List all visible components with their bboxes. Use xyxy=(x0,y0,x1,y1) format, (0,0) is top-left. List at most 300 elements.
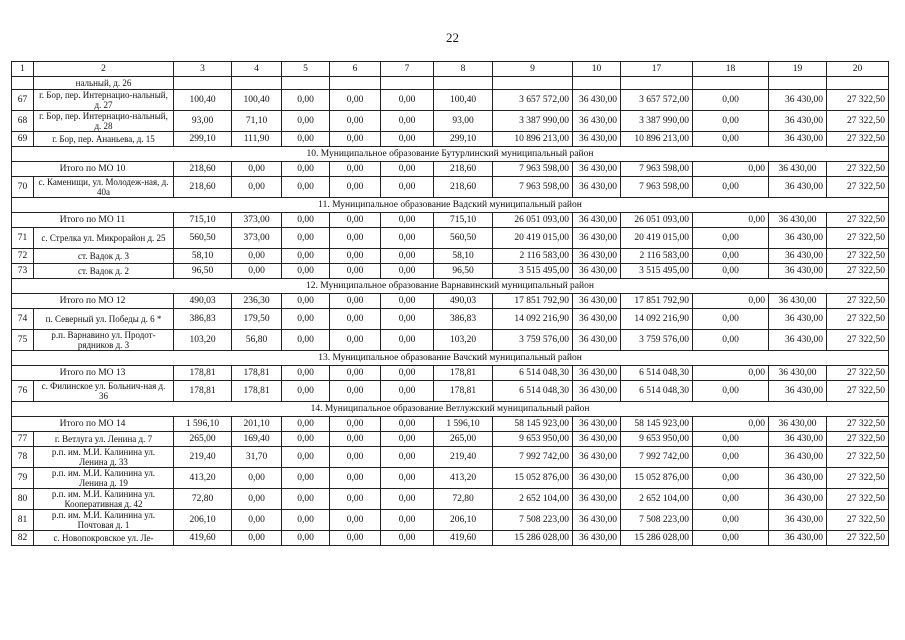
table-cell: 0,00 xyxy=(693,330,769,351)
table-cell: 169,40 xyxy=(232,432,282,447)
table-cell: 0,00 xyxy=(330,510,381,531)
table-cell: 179,50 xyxy=(232,309,282,330)
table-row xyxy=(12,432,889,447)
table-cell: 7 992 742,00 xyxy=(621,447,693,468)
table-cell: 36 430,00 xyxy=(769,90,827,111)
table-cell: 0,00 xyxy=(330,531,381,546)
address-cell: р.п. им. М.И. Калинина ул. Ленина д. 19 xyxy=(34,468,174,489)
table-row xyxy=(12,531,889,546)
column-header: 2 xyxy=(34,62,174,77)
table-row xyxy=(12,77,889,90)
table-cell: 36 430,00 xyxy=(573,381,621,402)
table-cell: 0,00 xyxy=(693,366,769,381)
table-cell: 218,60 xyxy=(174,162,232,177)
table-cell: 100,40 xyxy=(174,90,232,111)
address-cell: г. Бор, пер. Ананьева, д. 15 xyxy=(34,132,174,147)
table-cell: 0,00 xyxy=(232,489,282,510)
table-body xyxy=(12,62,889,546)
table-cell: 0,00 xyxy=(330,249,381,264)
table-cell: 0,00 xyxy=(693,111,769,132)
table-row xyxy=(12,381,889,402)
table-cell: 0,00 xyxy=(282,531,330,546)
table-cell: 0,00 xyxy=(330,309,381,330)
table-cell: 0,00 xyxy=(330,213,381,228)
table-cell: 27 322,50 xyxy=(827,447,889,468)
table-cell: 0,00 xyxy=(381,162,434,177)
column-header: 1 xyxy=(12,62,34,77)
table-cell: 17 851 792,90 xyxy=(493,294,573,309)
table-cell: 9 653 950,00 xyxy=(621,432,693,447)
table-cell: 373,00 xyxy=(232,213,282,228)
table-cell: 178,81 xyxy=(232,366,282,381)
row-number: 81 xyxy=(12,510,34,531)
table-cell: 36 430,00 xyxy=(769,330,827,351)
table-cell: 7 963 598,00 xyxy=(621,162,693,177)
column-header: 9 xyxy=(493,62,573,77)
table-cell: 0,00 xyxy=(282,468,330,489)
total-label: Итого по МО 14 xyxy=(12,417,174,432)
table-cell: 36 430,00 xyxy=(573,432,621,447)
table-cell: 36 430,00 xyxy=(573,111,621,132)
table-cell: 373,00 xyxy=(232,228,282,249)
table-cell: 15 286 028,00 xyxy=(621,531,693,546)
table-row xyxy=(12,177,889,198)
address-cell: нальный, д. 26 xyxy=(34,77,174,90)
table-cell: 0,00 xyxy=(330,468,381,489)
table-cell: 0,00 xyxy=(282,330,330,351)
table-cell: 0,00 xyxy=(381,249,434,264)
table-cell: 178,81 xyxy=(434,366,493,381)
table-cell: 36 430,00 xyxy=(769,510,827,531)
table-cell: 56,80 xyxy=(232,330,282,351)
table-cell: 3 759 576,00 xyxy=(621,330,693,351)
table-row xyxy=(12,90,889,111)
table-cell: 7 963 598,00 xyxy=(493,162,573,177)
table-cell: 36 430,00 xyxy=(769,432,827,447)
table-cell: 0,00 xyxy=(330,228,381,249)
table-cell: 36 430,00 xyxy=(573,294,621,309)
table-cell xyxy=(493,77,573,90)
table-cell: 27 322,50 xyxy=(827,432,889,447)
table-cell: 3 515 495,00 xyxy=(621,264,693,279)
table-cell: 15 052 876,00 xyxy=(493,468,573,489)
row-number xyxy=(12,77,34,90)
table-cell: 0,00 xyxy=(381,417,434,432)
table-cell: 178,81 xyxy=(174,366,232,381)
total-label: Итого по МО 12 xyxy=(12,294,174,309)
column-header-row xyxy=(12,62,889,77)
table-cell: 0,00 xyxy=(381,489,434,510)
row-number: 73 xyxy=(12,264,34,279)
section-row xyxy=(12,198,889,213)
data-table xyxy=(11,61,889,546)
table-cell: 0,00 xyxy=(381,132,434,147)
table-cell: 7 508 223,00 xyxy=(621,510,693,531)
table-cell: 96,50 xyxy=(434,264,493,279)
address-cell: с. Филинское ул. Больнич-ная д. 36 xyxy=(34,381,174,402)
table-cell xyxy=(693,77,769,90)
table-cell: 0,00 xyxy=(282,90,330,111)
table-row xyxy=(12,111,889,132)
table-cell: 93,00 xyxy=(434,111,493,132)
row-number: 68 xyxy=(12,111,34,132)
table-cell: 36 430,00 xyxy=(769,468,827,489)
table-cell: 10 896 213,00 xyxy=(493,132,573,147)
row-number: 72 xyxy=(12,249,34,264)
table-cell: 0,00 xyxy=(381,213,434,228)
table-cell: 0,00 xyxy=(232,162,282,177)
table-cell: 27 322,50 xyxy=(827,468,889,489)
table-row xyxy=(12,309,889,330)
address-cell: г. Ветлуга ул. Ленина д. 7 xyxy=(34,432,174,447)
table-cell: 560,50 xyxy=(174,228,232,249)
table-cell: 7 508 223,00 xyxy=(493,510,573,531)
table-cell: 201,10 xyxy=(232,417,282,432)
table-cell: 36 430,00 xyxy=(573,228,621,249)
table-cell: 36 430,00 xyxy=(573,531,621,546)
table-cell: 2 116 583,00 xyxy=(493,249,573,264)
table-cell: 36 430,00 xyxy=(769,309,827,330)
table-cell: 14 092 216,90 xyxy=(493,309,573,330)
table-cell: 15 286 028,00 xyxy=(493,531,573,546)
table-row xyxy=(12,510,889,531)
table-cell: 206,10 xyxy=(174,510,232,531)
total-row xyxy=(12,213,889,228)
table-cell: 0,00 xyxy=(282,228,330,249)
table-cell: 0,00 xyxy=(381,468,434,489)
table-cell: 36 430,00 xyxy=(573,132,621,147)
table-cell: 218,60 xyxy=(434,162,493,177)
table-row xyxy=(12,489,889,510)
column-header: 7 xyxy=(381,62,434,77)
table-cell: 3 515 495,00 xyxy=(493,264,573,279)
table-cell: 386,83 xyxy=(434,309,493,330)
table-cell xyxy=(621,77,693,90)
table-row xyxy=(12,330,889,351)
table-cell: 36 430,00 xyxy=(573,366,621,381)
table-cell: 0,00 xyxy=(693,468,769,489)
total-label: Итого по МО 13 xyxy=(12,366,174,381)
section-title: 10. Муниципальное образование Бутурлинский муниципальный район xyxy=(12,147,889,162)
table-row xyxy=(12,228,889,249)
table-cell: 0,00 xyxy=(232,264,282,279)
table-cell: 0,00 xyxy=(693,228,769,249)
table-cell xyxy=(827,77,889,90)
table-cell: 419,60 xyxy=(174,531,232,546)
table-cell: 0,00 xyxy=(282,294,330,309)
table-cell: 0,00 xyxy=(693,381,769,402)
column-header: 19 xyxy=(769,62,827,77)
table-cell: 6 514 048,30 xyxy=(493,366,573,381)
address-cell: с. Новопокровское ул. Ле- xyxy=(34,531,174,546)
table-cell: 58 145 923,00 xyxy=(621,417,693,432)
table-cell: 93,00 xyxy=(174,111,232,132)
table-cell: 36 430,00 xyxy=(573,510,621,531)
section-title: 12. Муниципальное образование Варнавинский муниципальный район xyxy=(12,279,889,294)
total-row xyxy=(12,294,889,309)
table-cell: 236,30 xyxy=(232,294,282,309)
table-cell: 27 322,50 xyxy=(827,381,889,402)
table-cell: 0,00 xyxy=(330,447,381,468)
table-cell: 219,40 xyxy=(434,447,493,468)
table-cell: 206,10 xyxy=(434,510,493,531)
table-cell: 0,00 xyxy=(330,330,381,351)
table-row xyxy=(12,132,889,147)
table-cell: 0,00 xyxy=(282,111,330,132)
row-number: 67 xyxy=(12,90,34,111)
address-cell: ст. Вадок д. 3 xyxy=(34,249,174,264)
table-cell: 36 430,00 xyxy=(573,468,621,489)
table-cell: 6 514 048,30 xyxy=(493,381,573,402)
table-cell: 36 430,00 xyxy=(573,162,621,177)
table-cell: 27 322,50 xyxy=(827,213,889,228)
table-cell: 218,60 xyxy=(174,177,232,198)
table-cell: 0,00 xyxy=(693,417,769,432)
table-cell: 0,00 xyxy=(381,264,434,279)
table-cell: 0,00 xyxy=(381,510,434,531)
table-cell: 27 322,50 xyxy=(827,489,889,510)
section-title: 14. Муниципальное образование Ветлужский муниципальный район xyxy=(12,402,889,417)
table-cell: 0,00 xyxy=(330,90,381,111)
table-cell: 715,10 xyxy=(434,213,493,228)
table-cell: 0,00 xyxy=(330,264,381,279)
table-cell: 36 430,00 xyxy=(573,417,621,432)
table-cell: 10 896 213,00 xyxy=(621,132,693,147)
row-number: 80 xyxy=(12,489,34,510)
table-cell: 0,00 xyxy=(381,177,434,198)
table-cell: 0,00 xyxy=(282,510,330,531)
table-cell: 96,50 xyxy=(174,264,232,279)
address-cell: п. Северный ул. Победы д. 6 * xyxy=(34,309,174,330)
table-cell: 58,10 xyxy=(174,249,232,264)
table-cell: 0,00 xyxy=(693,531,769,546)
row-number: 74 xyxy=(12,309,34,330)
table-cell: 0,00 xyxy=(330,111,381,132)
column-header: 10 xyxy=(573,62,621,77)
table-cell: 36 430,00 xyxy=(573,213,621,228)
table-cell: 0,00 xyxy=(381,294,434,309)
table-cell: 7 963 598,00 xyxy=(493,177,573,198)
table-cell: 36 430,00 xyxy=(769,417,827,432)
table-cell: 36 430,00 xyxy=(573,177,621,198)
address-cell: г. Бор, пер. Интернацио-нальный, д. 28 xyxy=(34,111,174,132)
table-cell: 36 430,00 xyxy=(769,132,827,147)
table-cell: 36 430,00 xyxy=(769,249,827,264)
page-number: 22 xyxy=(446,30,459,45)
table-cell: 0,00 xyxy=(381,228,434,249)
table-cell: 3 657 572,00 xyxy=(493,90,573,111)
row-number: 77 xyxy=(12,432,34,447)
table-cell: 15 052 876,00 xyxy=(621,468,693,489)
row-number: 82 xyxy=(12,531,34,546)
table-cell: 0,00 xyxy=(693,162,769,177)
table-cell: 36 430,00 xyxy=(769,162,827,177)
table-cell: 111,90 xyxy=(232,132,282,147)
table-cell: 178,81 xyxy=(434,381,493,402)
table-cell: 0,00 xyxy=(330,294,381,309)
table-cell: 0,00 xyxy=(282,366,330,381)
table-cell: 0,00 xyxy=(330,162,381,177)
address-cell: с. Каменищи, ул. Молодеж-ная, д. 40а xyxy=(34,177,174,198)
table-cell: 9 653 950,00 xyxy=(493,432,573,447)
table-cell: 26 051 093,00 xyxy=(621,213,693,228)
table-cell: 0,00 xyxy=(282,489,330,510)
table-cell: 36 430,00 xyxy=(769,294,827,309)
table-cell: 0,00 xyxy=(693,177,769,198)
table-cell: 27 322,50 xyxy=(827,366,889,381)
table-cell: 71,10 xyxy=(232,111,282,132)
column-header: 3 xyxy=(174,62,232,77)
section-title: 11. Муниципальное образование Вадский муниципальный район xyxy=(12,198,889,213)
table-cell: 36 430,00 xyxy=(573,249,621,264)
table-cell: 36 430,00 xyxy=(769,381,827,402)
table-cell: 27 322,50 xyxy=(827,249,889,264)
table-cell: 490,03 xyxy=(174,294,232,309)
table-cell: 36 430,00 xyxy=(769,228,827,249)
table-cell: 7 992 742,00 xyxy=(493,447,573,468)
table-cell: 7 963 598,00 xyxy=(621,177,693,198)
table-cell: 0,00 xyxy=(381,447,434,468)
table-cell: 27 322,50 xyxy=(827,417,889,432)
section-row xyxy=(12,147,889,162)
total-row xyxy=(12,366,889,381)
table-cell: 36 430,00 xyxy=(573,489,621,510)
table-cell xyxy=(232,77,282,90)
table-cell: 299,10 xyxy=(434,132,493,147)
table-cell: 0,00 xyxy=(330,177,381,198)
table-row xyxy=(12,468,889,489)
section-row xyxy=(12,351,889,366)
table-cell: 103,20 xyxy=(434,330,493,351)
column-header: 17 xyxy=(621,62,693,77)
column-header: 4 xyxy=(232,62,282,77)
table-cell: 0,00 xyxy=(381,330,434,351)
section-row xyxy=(12,279,889,294)
table-cell: 0,00 xyxy=(330,381,381,402)
table-cell: 36 430,00 xyxy=(769,489,827,510)
table-cell: 0,00 xyxy=(330,132,381,147)
table-cell: 6 514 048,30 xyxy=(621,381,693,402)
column-header: 20 xyxy=(827,62,889,77)
table-cell: 0,00 xyxy=(282,132,330,147)
table-cell: 0,00 xyxy=(282,309,330,330)
table-cell: 0,00 xyxy=(381,366,434,381)
table-cell: 2 652 104,00 xyxy=(621,489,693,510)
table-cell: 0,00 xyxy=(381,432,434,447)
table-cell: 3 657 572,00 xyxy=(621,90,693,111)
table-cell: 0,00 xyxy=(232,531,282,546)
table-cell: 3 759 576,00 xyxy=(493,330,573,351)
table-cell: 265,00 xyxy=(434,432,493,447)
total-row xyxy=(12,417,889,432)
table-cell: 0,00 xyxy=(693,213,769,228)
table-cell: 0,00 xyxy=(232,510,282,531)
table-cell: 0,00 xyxy=(693,90,769,111)
table-cell: 27 322,50 xyxy=(827,510,889,531)
table-cell: 20 419 015,00 xyxy=(621,228,693,249)
table-cell: 72,80 xyxy=(174,489,232,510)
table-cell: 0,00 xyxy=(381,309,434,330)
table-cell: 0,00 xyxy=(693,249,769,264)
address-cell: р.п. им. М.И. Калинина ул. Ленина д. 33 xyxy=(34,447,174,468)
table-cell: 36 430,00 xyxy=(769,177,827,198)
table-cell: 265,00 xyxy=(174,432,232,447)
table-cell: 299,10 xyxy=(174,132,232,147)
table-cell: 36 430,00 xyxy=(769,264,827,279)
table-cell: 0,00 xyxy=(330,366,381,381)
table-cell: 0,00 xyxy=(282,213,330,228)
table-cell: 0,00 xyxy=(282,249,330,264)
table-cell: 0,00 xyxy=(232,177,282,198)
table-cell: 36 430,00 xyxy=(573,330,621,351)
table-cell xyxy=(174,77,232,90)
table-cell xyxy=(282,77,330,90)
table-cell: 0,00 xyxy=(381,111,434,132)
table-cell: 100,40 xyxy=(232,90,282,111)
row-number: 79 xyxy=(12,468,34,489)
total-row xyxy=(12,162,889,177)
column-header: 18 xyxy=(693,62,769,77)
table-cell: 6 514 048,30 xyxy=(621,366,693,381)
address-cell: г. Бор, пер. Интернацио-нальный, д. 27 xyxy=(34,90,174,111)
table-cell: 0,00 xyxy=(232,468,282,489)
table-cell xyxy=(381,77,434,90)
table-cell: 100,40 xyxy=(434,90,493,111)
table-cell: 0,00 xyxy=(693,294,769,309)
table-cell: 36 430,00 xyxy=(573,90,621,111)
section-row xyxy=(12,402,889,417)
table-cell: 27 322,50 xyxy=(827,90,889,111)
table-cell: 0,00 xyxy=(330,417,381,432)
table-row xyxy=(12,249,889,264)
table-cell: 27 322,50 xyxy=(827,111,889,132)
table-cell xyxy=(434,77,493,90)
table-cell: 0,00 xyxy=(693,264,769,279)
table-cell: 27 322,50 xyxy=(827,531,889,546)
row-number: 76 xyxy=(12,381,34,402)
column-header: 5 xyxy=(282,62,330,77)
table-cell: 3 387 990,00 xyxy=(493,111,573,132)
table-cell: 36 430,00 xyxy=(769,447,827,468)
table-cell: 178,81 xyxy=(174,381,232,402)
table-cell: 26 051 093,00 xyxy=(493,213,573,228)
table-cell: 27 322,50 xyxy=(827,228,889,249)
table-cell: 27 322,50 xyxy=(827,132,889,147)
table-cell: 0,00 xyxy=(330,432,381,447)
table-cell: 58 145 923,00 xyxy=(493,417,573,432)
section-title: 13. Муниципальное образование Вачский муниципальный район xyxy=(12,351,889,366)
table-cell: 490,03 xyxy=(434,294,493,309)
total-label: Итого по МО 10 xyxy=(12,162,174,177)
address-cell: р.п. им. М.И. Калинина ул. Почтовая д. 1 xyxy=(34,510,174,531)
table-cell: 0,00 xyxy=(282,447,330,468)
table-cell: 27 322,50 xyxy=(827,309,889,330)
address-cell: ст. Вадок д. 2 xyxy=(34,264,174,279)
table-cell: 0,00 xyxy=(330,489,381,510)
table-cell: 715,10 xyxy=(174,213,232,228)
table-cell xyxy=(573,77,621,90)
table-cell: 0,00 xyxy=(282,177,330,198)
table-cell: 0,00 xyxy=(381,90,434,111)
table-cell: 58,10 xyxy=(434,249,493,264)
table-cell: 560,50 xyxy=(434,228,493,249)
table-cell xyxy=(769,77,827,90)
table-cell: 1 596,10 xyxy=(434,417,493,432)
total-label: Итого по МО 11 xyxy=(12,213,174,228)
table-cell: 31,70 xyxy=(232,447,282,468)
table-cell: 20 419 015,00 xyxy=(493,228,573,249)
table-cell: 0,00 xyxy=(693,132,769,147)
